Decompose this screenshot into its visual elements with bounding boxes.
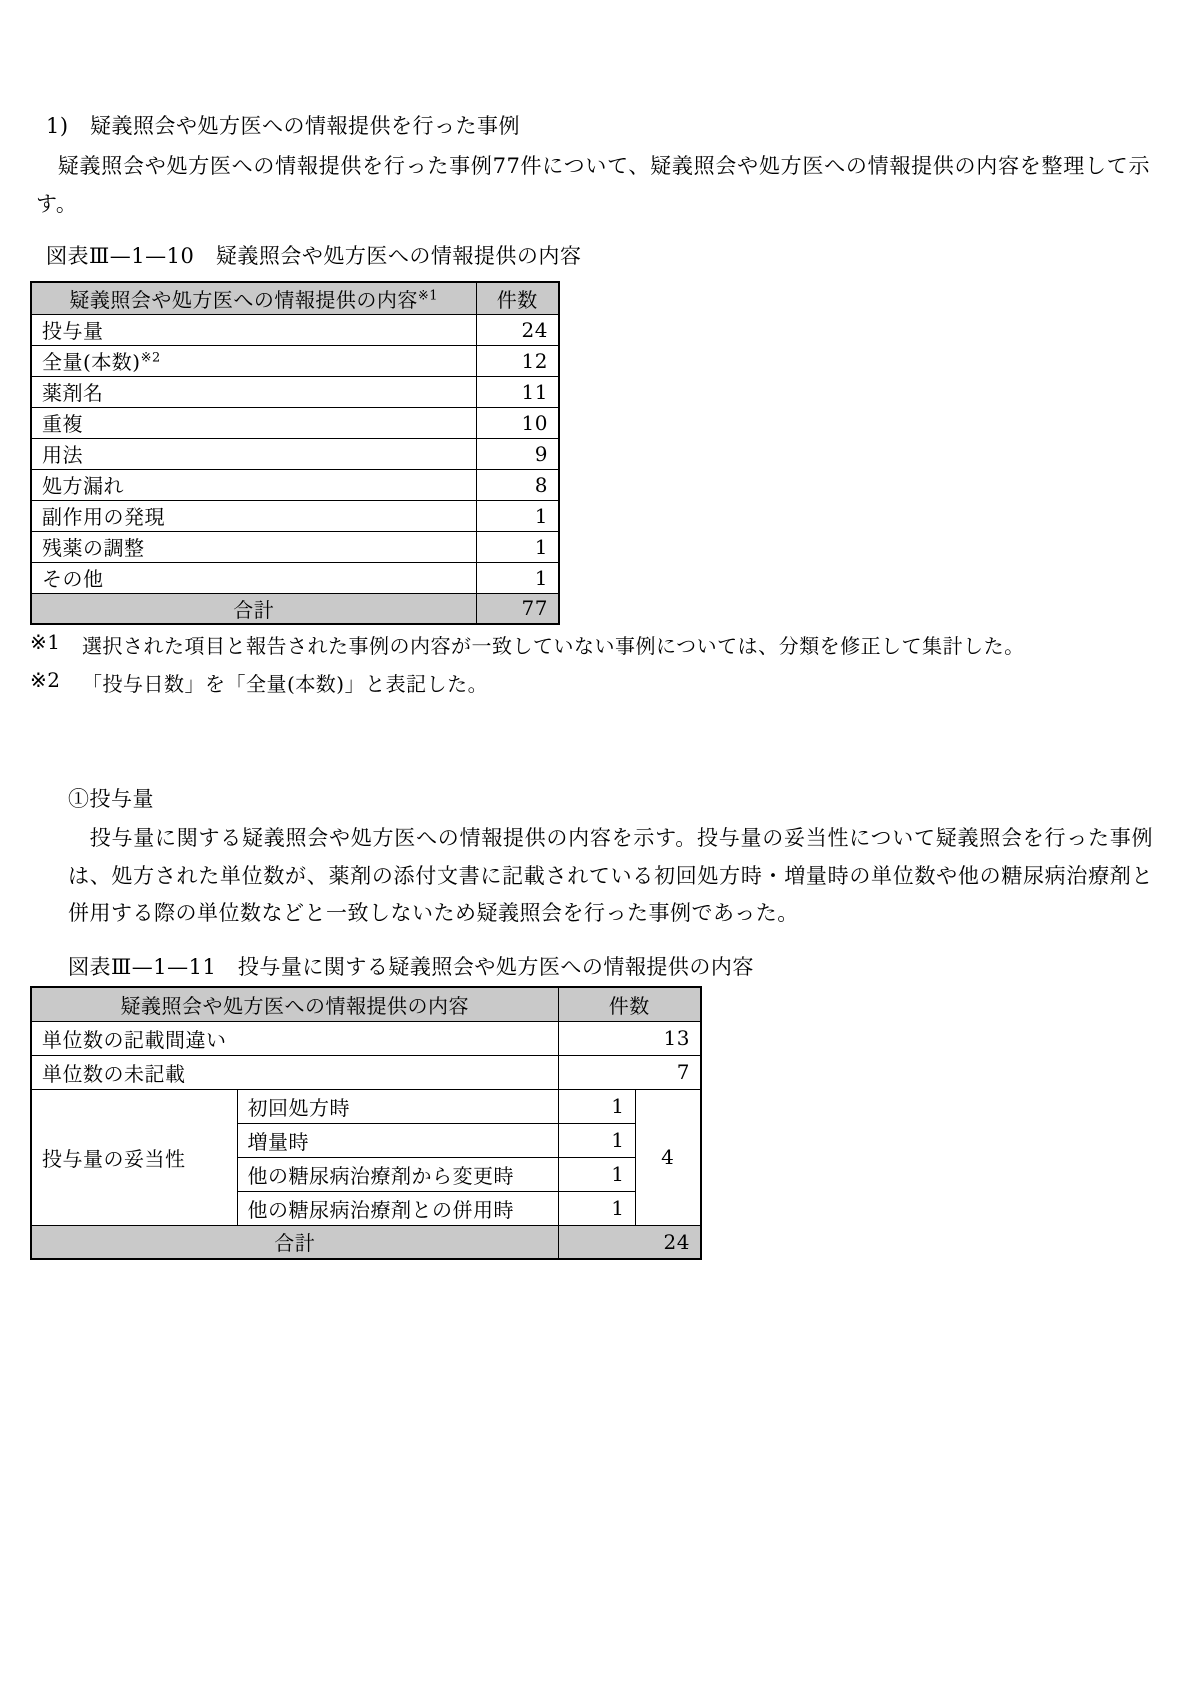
footnote-ref-2: ※2 [140,350,161,366]
table-group-row [31,1089,701,1123]
total-count: 24 [558,1225,701,1259]
row-count: 1 [476,500,559,531]
table1-header-count: 件数 [476,282,559,314]
row-label [31,314,476,345]
table-row [31,314,559,345]
table-row [31,1021,701,1055]
table2-header-content: 疑義照会や処方医への情報提供の内容 [31,987,558,1021]
table-row [31,562,559,593]
section-number-heading: 1) 疑義照会や処方医への情報提供を行った事例 [46,114,521,138]
table-row [31,1055,701,1089]
row-label-text: 処方漏れ [42,474,124,498]
sub-row-label: 増量時 [237,1123,558,1157]
sub-row-count: 1 [558,1191,635,1225]
footnote-text: 選択された項目と報告された事例の内容が一致していない事例については、分類を修正して集計した。 [82,634,1025,658]
row-count: 11 [476,376,559,407]
table-total-row [31,593,559,624]
footnote-ref-1: ※1 [417,288,439,304]
row-label-text: 重複 [42,412,83,436]
sub-row-label: 初回処方時 [237,1089,558,1123]
row-label [31,469,476,500]
row-label-text: 用法 [42,443,83,467]
table-row [31,345,559,376]
row-count: 1 [476,531,559,562]
row-label-text: 投与量 [42,319,104,343]
table1-header-content [31,282,476,314]
row-label [31,531,476,562]
row-count: 9 [476,438,559,469]
intro-paragraph: 疑義照会や処方医への情報提供を行った事例77件について、疑義照会や処方医への情報提供の内容を整理して示す。 [36,154,1150,216]
row-count: 7 [558,1055,701,1089]
row-count: 24 [476,314,559,345]
sub-row-count: 1 [558,1157,635,1191]
footnote-mark: ※1 [30,630,61,654]
footnote-1 [30,630,1025,659]
footnote-text: 「投与日数」を「全量(本数)」と表記した。 [82,672,489,696]
table-iii-1-10 [30,281,560,625]
table-row [31,376,559,407]
footnote-mark: ※2 [30,668,61,692]
row-label-text: 薬剤名 [42,381,104,405]
dosage-paragraph: 投与量に関する疑義照会や処方医への情報提供の内容を示す。投与量の妥当性について疑義照会を行った事例は、処方された単位数が、薬剤の添付文書に記載されている初回処方時・増量時の単位数や他の糖尿病治療剤と併用する際の単位数などと一致しないため疑義照会を行った事例であった。 [68,826,1153,925]
table-row [31,407,559,438]
footnote-2 [30,668,488,697]
figure-title-iii-1-11: 図表Ⅲ—1—11 投与量に関する疑義照会や処方医への情報提供の内容 [68,955,754,979]
row-label: 単位数の未記載 [31,1055,558,1089]
table-row [31,469,559,500]
row-label [31,407,476,438]
figure-title-iii-1-10: 図表Ⅲ—1—10 疑義照会や処方医への情報提供の内容 [46,244,582,268]
total-label: 合計 [31,593,476,624]
table-header-row [31,282,559,314]
table-row [31,438,559,469]
group-subtotal: 4 [635,1089,701,1225]
row-label-text: 残薬の調整 [42,536,145,560]
subsection-heading-dosage: ①投与量 [68,787,154,811]
total-count: 77 [476,593,559,624]
row-count: 12 [476,345,559,376]
table-iii-1-11 [30,986,702,1260]
table1-header-content-text: 疑義照会や処方医への情報提供の内容 [69,287,418,312]
row-label-text: 副作用の発現 [42,505,165,529]
row-label [31,438,476,469]
sub-row-label: 他の糖尿病治療剤との併用時 [237,1191,558,1225]
table-row [31,500,559,531]
row-label [31,345,476,376]
row-count: 1 [476,562,559,593]
table-header-row [31,987,701,1021]
row-label [31,500,476,531]
table-row [31,531,559,562]
row-count: 8 [476,469,559,500]
table2-header-count: 件数 [558,987,701,1021]
group-label: 投与量の妥当性 [31,1089,237,1225]
sub-row-count: 1 [558,1123,635,1157]
row-label-text: 全量(本数) [42,350,141,374]
row-label [31,562,476,593]
sub-row-count: 1 [558,1089,635,1123]
sub-row-label: 他の糖尿病治療剤から変更時 [237,1157,558,1191]
total-label: 合計 [31,1225,558,1259]
row-count: 13 [558,1021,701,1055]
row-label: 単位数の記載間違い [31,1021,558,1055]
row-label-text: その他 [42,567,104,591]
row-label [31,376,476,407]
row-count: 10 [476,407,559,438]
table-total-row [31,1225,701,1259]
